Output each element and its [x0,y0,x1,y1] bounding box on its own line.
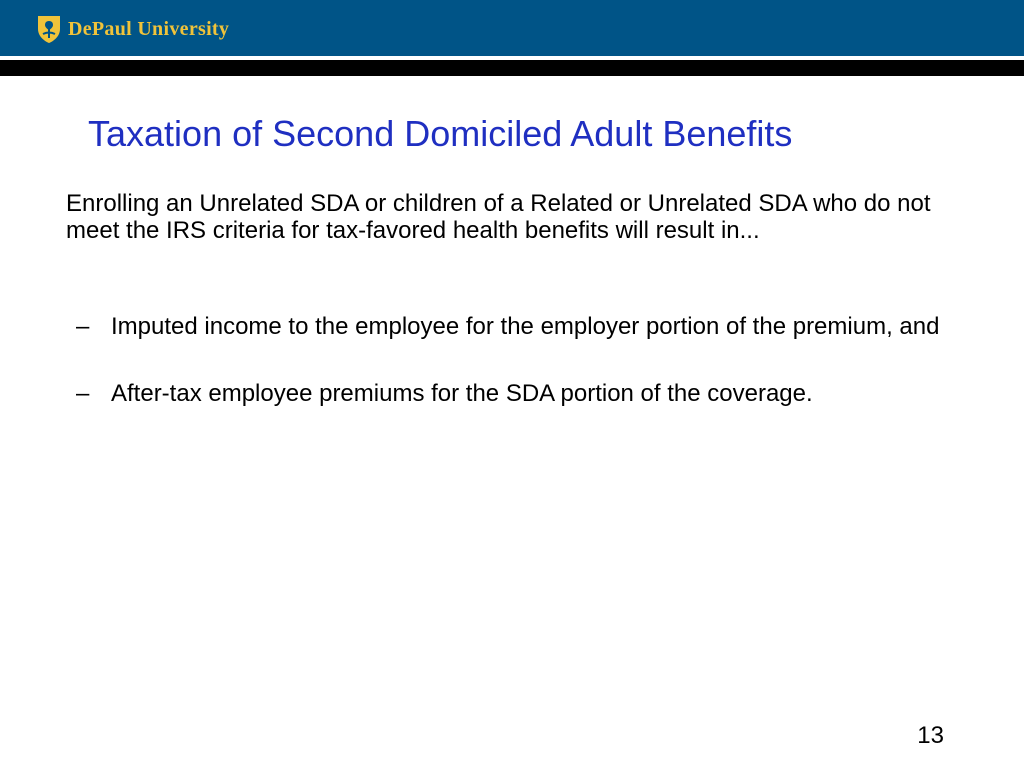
bullet-list [76,312,956,446]
page-number: 13 [917,722,944,749]
bullet-text: Imputed income to the employee for the employer portion of the premium, and [111,313,940,340]
bullet-marker: – [76,313,90,340]
shield-icon [36,14,62,44]
logo-text: DePaul University [68,17,230,40]
bullet-text: After-tax employee premiums for the SDA portion of the coverage. [111,380,813,407]
bullet-marker: – [76,380,90,407]
slide-title: Taxation of Second Domiciled Adult Benefits [88,113,793,154]
bullet-item [76,312,956,341]
intro-text: Enrolling an Unrelated SDA or children of a Related or Unrelated SDA who do not meet the IRS criteria for tax-favored health benefits will result in... [66,190,931,244]
bullet-item [76,379,956,408]
header-bar [0,0,1024,56]
university-logo [36,14,229,44]
header-rule [0,60,1024,76]
